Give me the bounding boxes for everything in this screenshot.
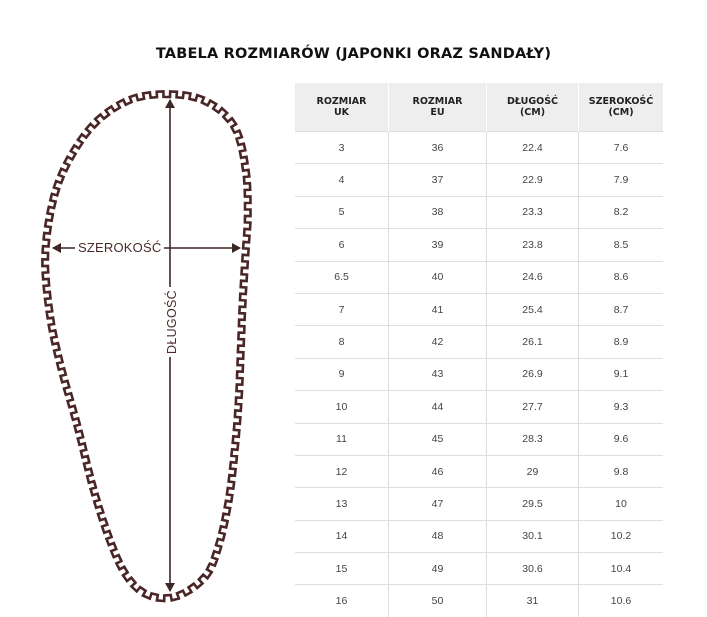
cell-uk: 3 <box>295 132 389 164</box>
cell-uk: 7 <box>295 293 389 325</box>
cell-length: 30.1 <box>487 520 579 552</box>
cell-eu: 50 <box>389 585 487 617</box>
cell-length: 30.6 <box>487 553 579 585</box>
table-row <box>295 196 663 228</box>
cell-uk: 15 <box>295 553 389 585</box>
cell-width: 9.1 <box>579 358 664 390</box>
cell-eu: 46 <box>389 455 487 487</box>
table-row <box>295 358 663 390</box>
header-uk-size: ROZMIAR UK <box>295 83 389 132</box>
length-label: DŁUGOŚĆ <box>164 287 180 357</box>
cell-eu: 39 <box>389 229 487 261</box>
cell-uk: 5 <box>295 196 389 228</box>
cell-width: 10 <box>579 488 664 520</box>
cell-length: 22.9 <box>487 164 579 196</box>
cell-length: 23.8 <box>487 229 579 261</box>
cell-length: 29.5 <box>487 488 579 520</box>
cell-width: 9.3 <box>579 391 664 423</box>
cell-width: 8.7 <box>579 293 664 325</box>
cell-uk: 4 <box>295 164 389 196</box>
cell-width: 9.8 <box>579 455 664 487</box>
sole-outline <box>42 91 250 601</box>
table-row <box>295 326 663 358</box>
cell-eu: 48 <box>389 520 487 552</box>
table-row <box>295 391 663 423</box>
table-row <box>295 553 663 585</box>
table-row <box>295 229 663 261</box>
cell-width: 10.2 <box>579 520 664 552</box>
cell-width: 7.9 <box>579 164 664 196</box>
cell-length: 27.7 <box>487 391 579 423</box>
cell-width: 7.6 <box>579 132 664 164</box>
cell-length: 24.6 <box>487 261 579 293</box>
cell-length: 26.1 <box>487 326 579 358</box>
cell-eu: 47 <box>389 488 487 520</box>
cell-uk: 6.5 <box>295 261 389 293</box>
cell-uk: 13 <box>295 488 389 520</box>
table-row <box>295 293 663 325</box>
cell-eu: 45 <box>389 423 487 455</box>
cell-width: 9.6 <box>579 423 664 455</box>
table-header-row <box>295 83 663 132</box>
cell-eu: 42 <box>389 326 487 358</box>
size-table <box>295 83 663 617</box>
table-row <box>295 261 663 293</box>
cell-length: 23.3 <box>487 196 579 228</box>
table-row <box>295 132 663 164</box>
sole-svg <box>0 0 300 613</box>
cell-eu: 38 <box>389 196 487 228</box>
cell-width: 8.6 <box>579 261 664 293</box>
header-length: DŁUGOŚĆ (CM) <box>487 83 579 132</box>
table-row <box>295 164 663 196</box>
table-row <box>295 423 663 455</box>
table-row <box>295 585 663 617</box>
cell-uk: 14 <box>295 520 389 552</box>
cell-eu: 41 <box>389 293 487 325</box>
width-label: SZEROKOŚĆ <box>75 239 164 257</box>
cell-width: 10.6 <box>579 585 664 617</box>
cell-width: 10.4 <box>579 553 664 585</box>
cell-width: 8.5 <box>579 229 664 261</box>
cell-length: 29 <box>487 455 579 487</box>
table-row <box>295 488 663 520</box>
cell-eu: 37 <box>389 164 487 196</box>
table-row <box>295 455 663 487</box>
cell-length: 22.4 <box>487 132 579 164</box>
cell-eu: 44 <box>389 391 487 423</box>
table-row <box>295 520 663 552</box>
cell-eu: 40 <box>389 261 487 293</box>
cell-length: 28.3 <box>487 423 579 455</box>
cell-eu: 43 <box>389 358 487 390</box>
sole-diagram <box>0 0 300 613</box>
cell-uk: 6 <box>295 229 389 261</box>
cell-length: 31 <box>487 585 579 617</box>
cell-uk: 16 <box>295 585 389 617</box>
cell-uk: 8 <box>295 326 389 358</box>
cell-length: 26.9 <box>487 358 579 390</box>
cell-width: 8.9 <box>579 326 664 358</box>
cell-uk: 10 <box>295 391 389 423</box>
cell-width: 8.2 <box>579 196 664 228</box>
cell-length: 25.4 <box>487 293 579 325</box>
page-title: TABELA ROZMIARÓW (JAPONKI ORAZ SANDAŁY) <box>155 46 552 62</box>
header-eu-size: ROZMIAR EU <box>389 83 487 132</box>
cell-eu: 36 <box>389 132 487 164</box>
cell-uk: 9 <box>295 358 389 390</box>
cell-uk: 12 <box>295 455 389 487</box>
cell-eu: 49 <box>389 553 487 585</box>
header-width: SZEROKOŚĆ (CM) <box>579 83 664 132</box>
cell-uk: 11 <box>295 423 389 455</box>
